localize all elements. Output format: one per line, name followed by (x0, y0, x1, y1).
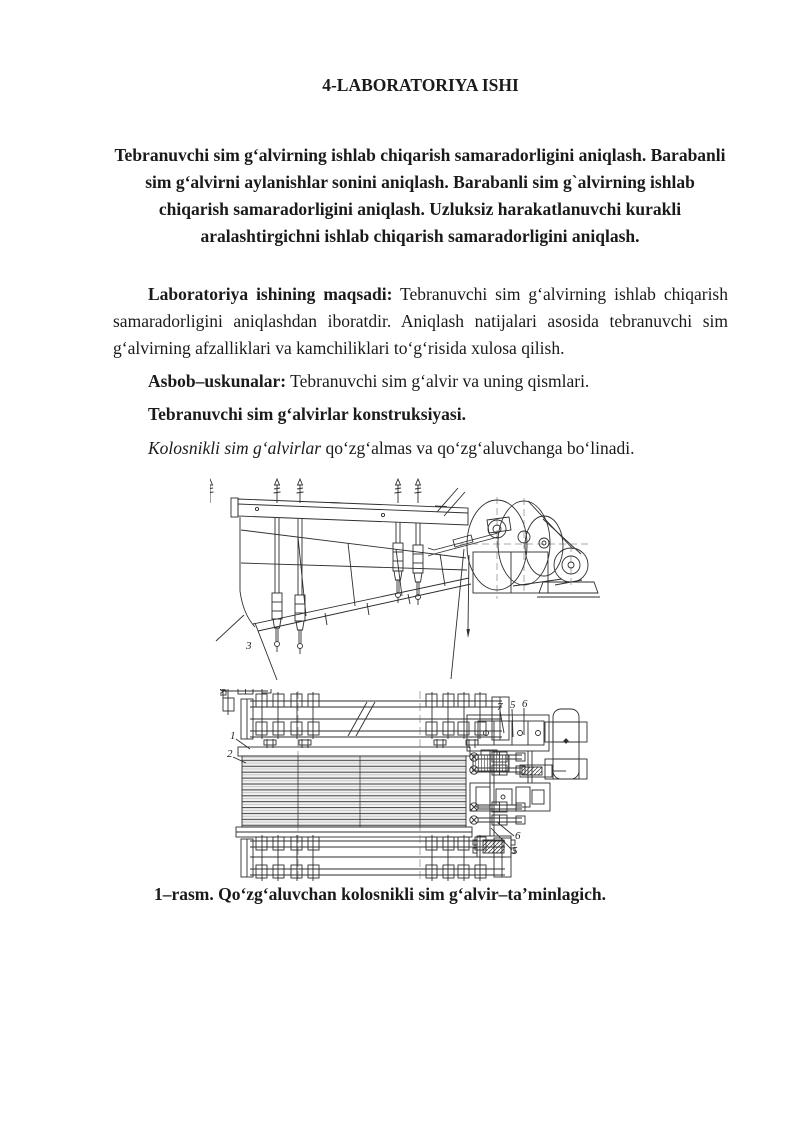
kolosnikli-text: qo‘zg‘almas va qo‘zg‘aluvchanga bo‘linadi. (321, 438, 635, 458)
figure-caption: 1–rasm. Qo‘zg‘aluvchan kolosnikli sim g‘alvir–ta’minlagich. (153, 884, 607, 904)
figure-2-drawing (220, 689, 800, 881)
figure2-label-5-bottom: 5 (512, 845, 518, 857)
tools-text: Tebranuvchi sim g‘alvir va uning qismlari. (286, 371, 590, 391)
figure2-label-6-bottom: 6 (515, 830, 521, 842)
paragraph-purpose (113, 281, 728, 362)
paragraph-kolosnikli (113, 435, 728, 462)
main-heading: Tebranuvchi sim g‘alvirning ishlab chiqarish samaradorligini aniqlash. Barabanli sim g‘alvirni aylanishlar sonini aniqlash. Barabanli sim g`alvirning ishlab chiqarish samaradorligini aniqlash. Uzluksiz harakatlanuvchi kurakli aralashtirgichni ishlab chiqarish samaradorligini aniqlash. (114, 145, 726, 246)
page-title: 4-LABORATORIYA ISHI (322, 75, 519, 95)
purpose-text: Tebranuvchi sim g‘alvirning ishlab chiqarish samaradorligini aniqlashdan iboratdir. Aniqlash natijalari asosida tebranuvchi sim g‘alvirning afzalliklari va kamchiliklari to‘g‘risida xulosa qilish. (113, 284, 728, 358)
figure-1-drawing (210, 473, 800, 683)
figure2-label-6-top: 6 (522, 698, 528, 710)
paragraph-construction-heading: Tebranuvchi sim g‘alvirlar konstruksiyasi. (148, 404, 466, 424)
paragraph-tools (113, 368, 728, 395)
figure1-label-3: 3 (246, 640, 252, 652)
figure2-label-1: 1 (230, 730, 236, 742)
figure2-label-5-top: 5 (510, 699, 516, 711)
purpose-label: Laboratoriya ishining maqsadi: (148, 284, 393, 304)
tools-label: Asbob–uskunalar: (148, 371, 287, 391)
kolosnikli-lead: Kolosnikli sim g‘alvirlar (148, 438, 322, 458)
figure2-label-2: 2 (227, 748, 233, 760)
figure2-label-7: 7 (497, 701, 503, 713)
